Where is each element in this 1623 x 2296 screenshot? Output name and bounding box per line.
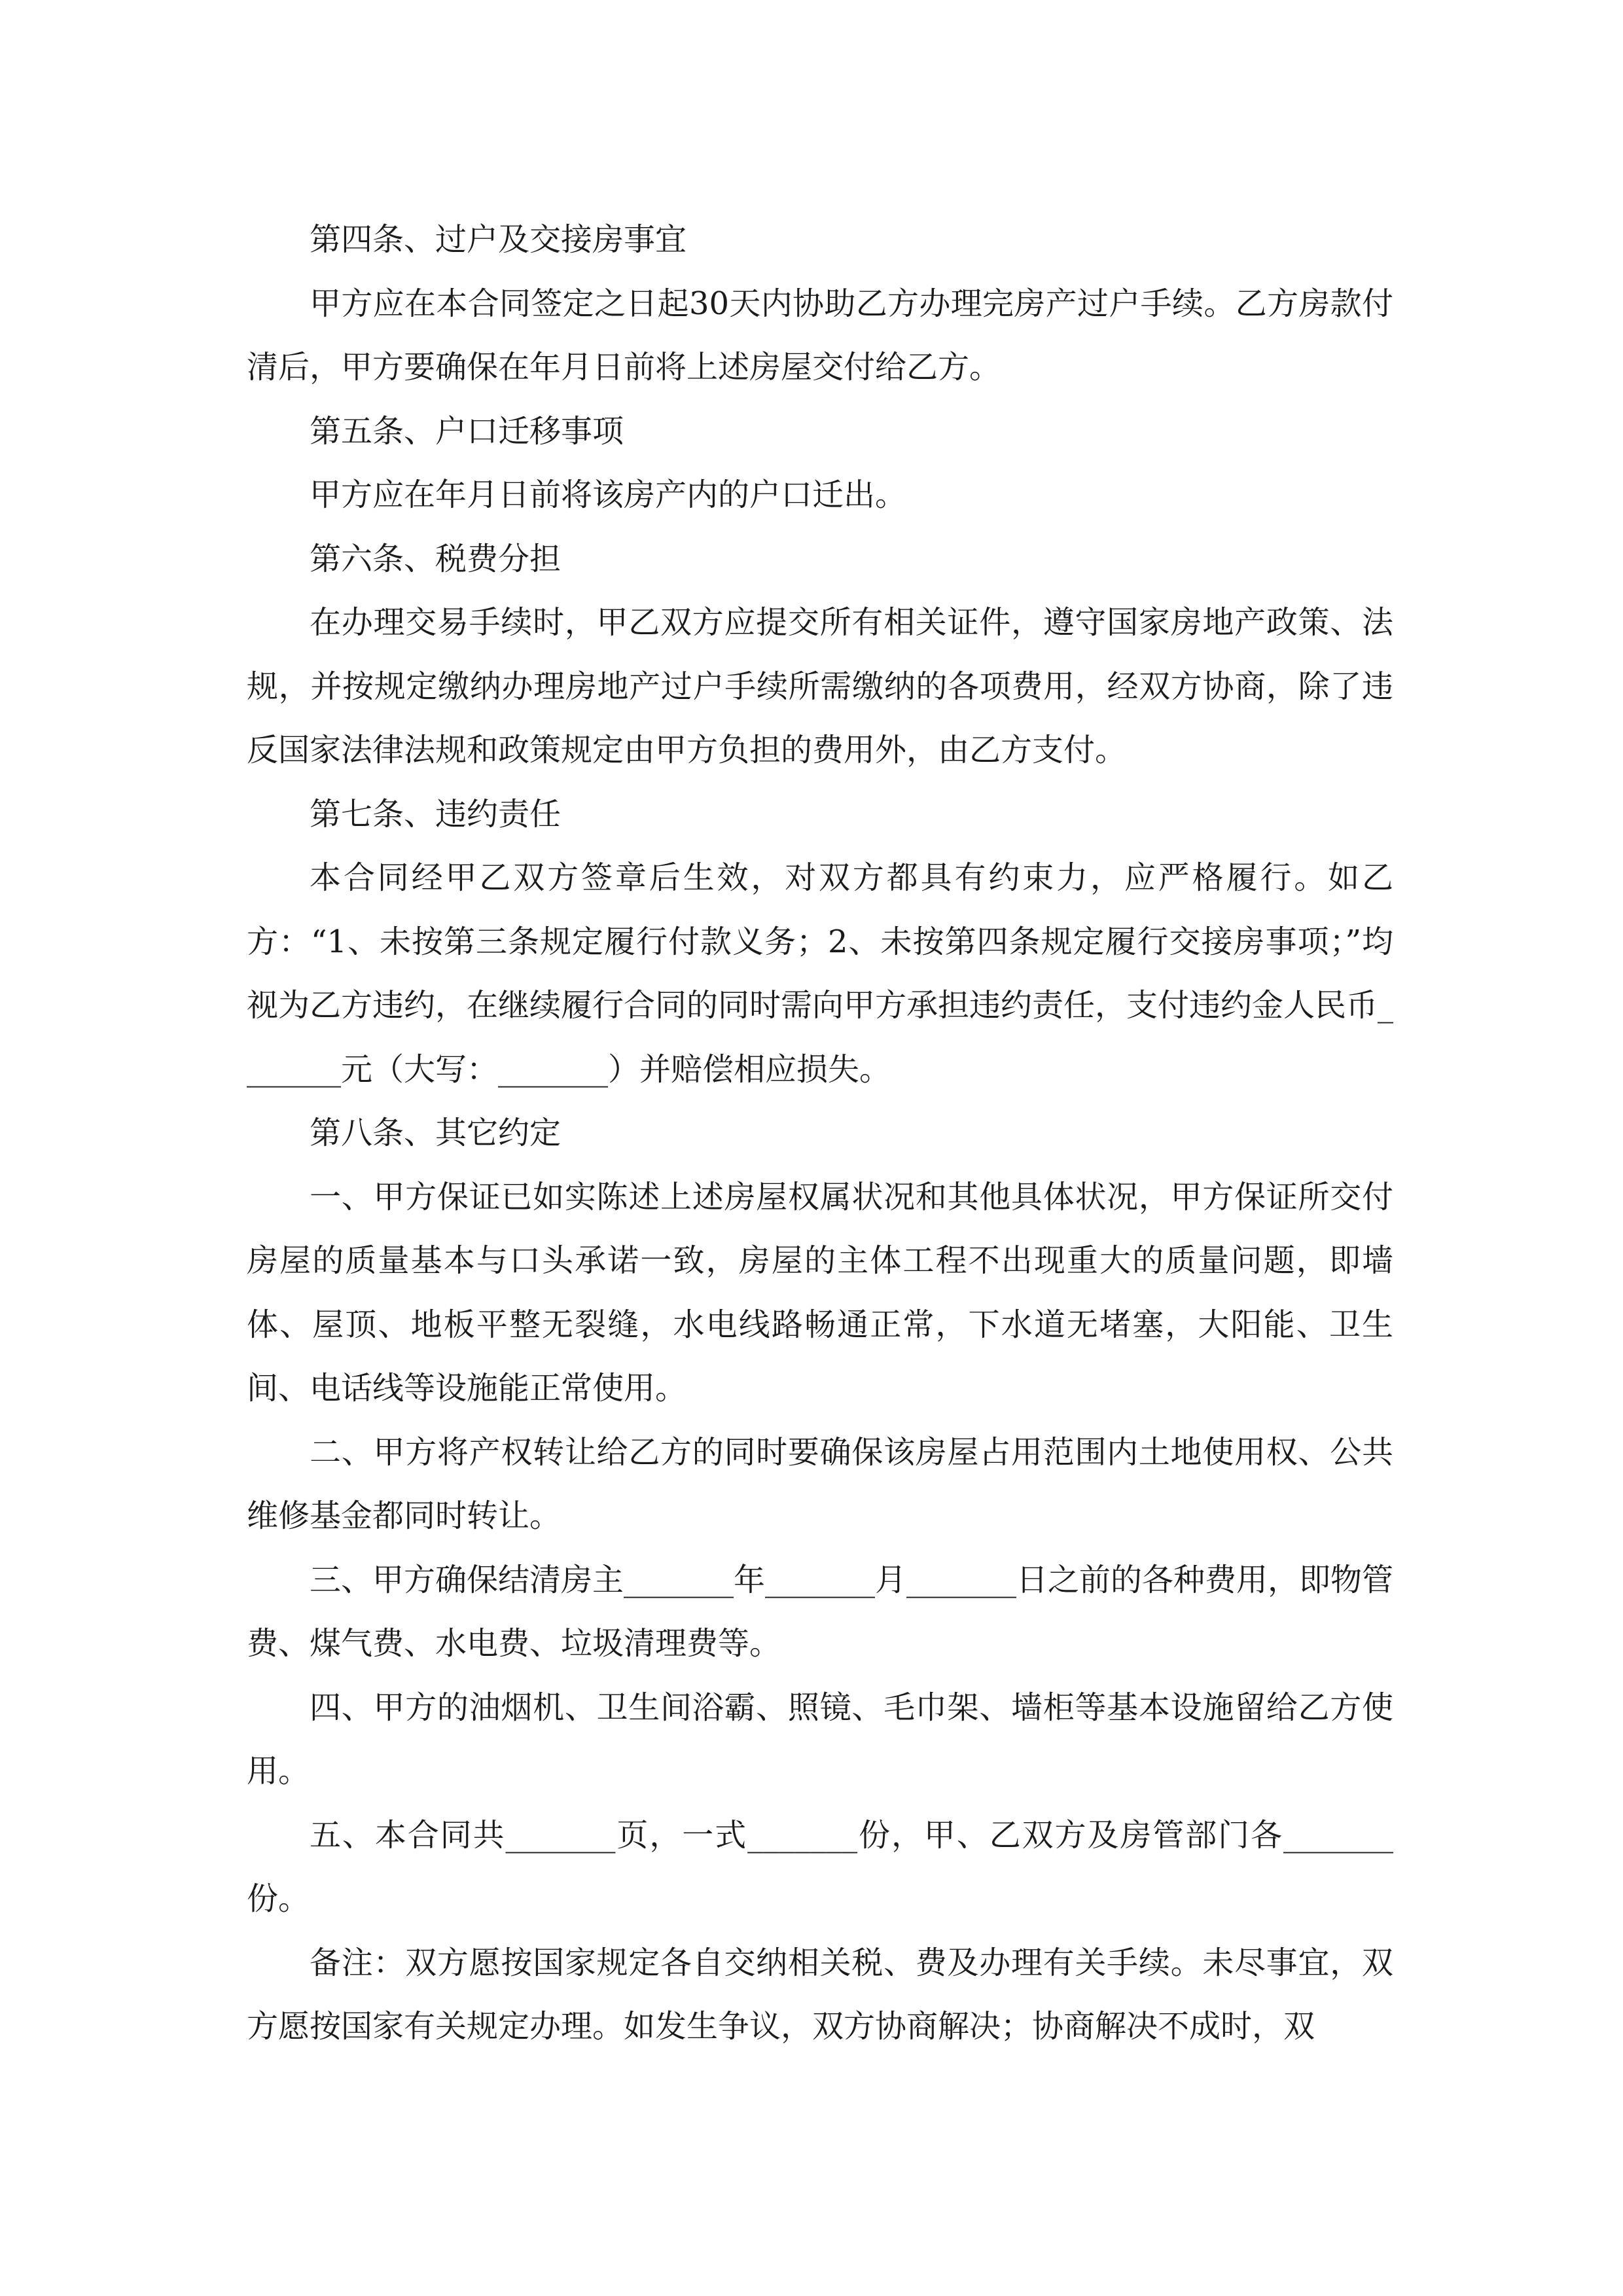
paragraph-clause-5: 五、本合同共_______页，一式_______份，甲、乙双方及房管部门各_______份。 [247,1816,1393,1917]
contract-body [247,208,1393,2059]
heading-article-8: 第八条、其它约定 [310,1115,562,1151]
paragraph-breach: 本合同经甲乙双方签章后生效，对双方都具有约束力，应严格履行。如乙方：“1、未按第三条规定履行付款义务；2、未按第四条规定履行交接房事项；”均视为乙方违约，在继续履行合同的同时需向甲方承担违约责任，支付违约金人民币_______元（大写：_______）并赔偿相应损失。 [247,859,1394,1088]
heading-article-7: 第七条、违约责任 [310,795,562,833]
paragraph-clause-4: 四、甲方的油烟机、卫生间浴霸、照镜、毛巾架、墙柜等基本设施留给乙方使用。 [247,1689,1393,1789]
paragraph-clause-2: 二、甲方将产权转让给乙方的同时要确保该房屋占用范围内土地使用权、公共维修基金都同时转让。 [247,1433,1393,1534]
paragraph-transfer: 甲方应在本合同签定之日起30天内协助乙方办理完房产过户手续。乙方房款付清后，甲方要确保在年月日前将上述房屋交付给乙方。 [247,285,1393,386]
heading-article-4: 第四条、过户及交接房事宜 [310,221,687,258]
paragraph-household: 甲方应在年月日前将该房产内的户口迁出。 [310,476,907,513]
heading-article-6: 第六条、税费分担 [310,540,562,577]
paragraph-clause-3: 三、甲方确保结清房主_______年_______月_______日之前的各种费用，即物管费、煤气费、水电费、垃圾清理费等。 [247,1561,1394,1662]
paragraph-clause-1: 一、甲方保证已如实陈述上述房屋权属状况和其他具体状况，甲方保证所交付房屋的质量基本与口头承诺一致，房屋的主体工程不出现重大的质量问题，即墙体、屋顶、地板平整无裂缝，水电线路畅通正常，下水道无堵塞，大阳能、卫生间、电话线等设施能正常使用。 [247,1178,1393,1407]
paragraph-taxes: 在办理交易手续时，甲乙双方应提交所有相关证件，遵守国家房地产政策、法规，并按规定缴纳办理房地产过户手续所需缴纳的各项费用，经双方协商，除了违反国家法律法规和政策规定由甲方负担的费用外，由乙方支付。 [247,604,1393,768]
paragraph-remarks: 备注：双方愿按国家规定各自交纳相关税、费及办理有关手续。未尽事宜，双方愿按国家有关规定办理。如发生争议，双方协商解决；协商解决不成时，双 [247,1944,1393,2045]
heading-article-5: 第五条、户口迁移事项 [310,412,624,450]
